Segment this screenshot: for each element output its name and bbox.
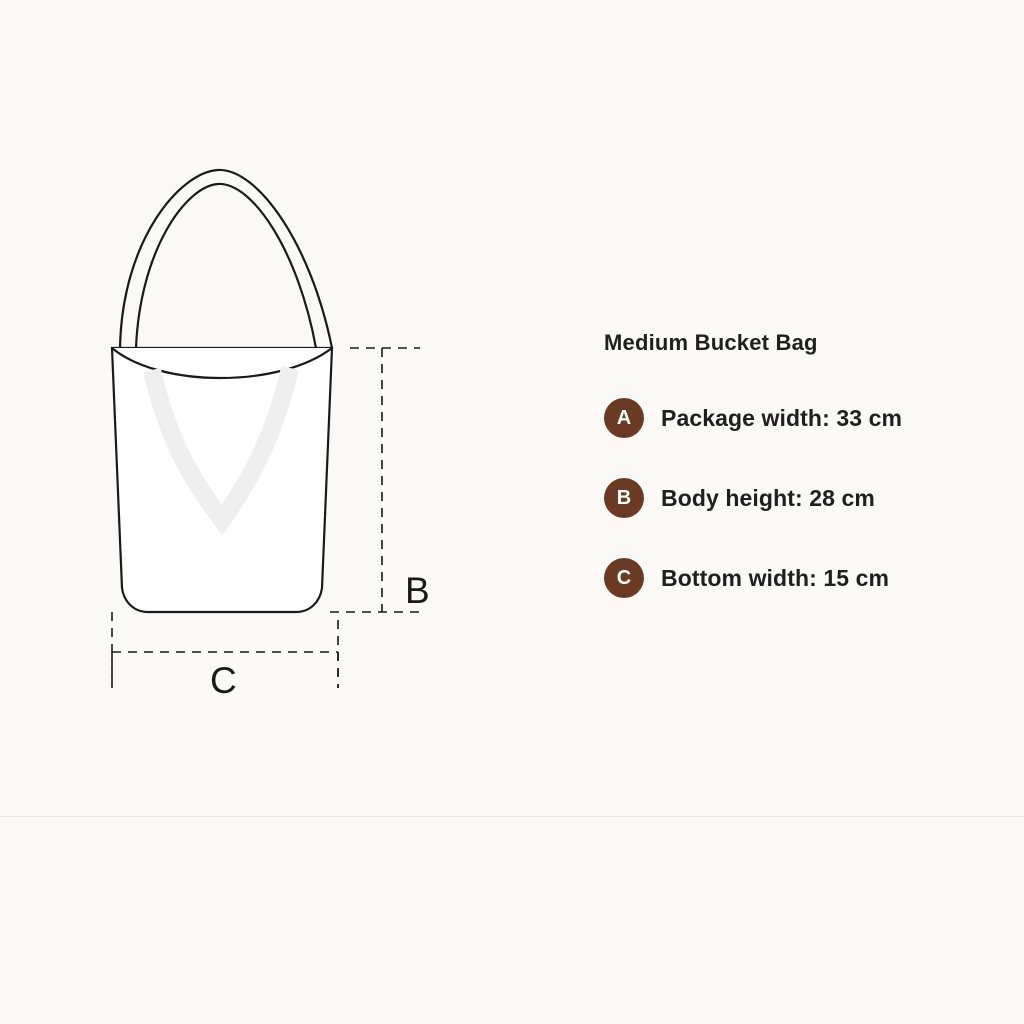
badge-a-icon: A — [604, 398, 644, 438]
dimension-label-c: C — [210, 660, 238, 701]
spec-legend — [604, 330, 1004, 638]
bag-handle-outer — [120, 170, 332, 348]
legend-item-b — [604, 478, 1004, 518]
section-divider — [0, 816, 1024, 817]
badge-b-icon: B — [604, 478, 644, 518]
legend-label-a: Package width: 33 cm — [661, 404, 903, 431]
legend-label-b: Body height: 28 cm — [661, 484, 875, 511]
product-title: Medium Bucket Bag — [604, 330, 818, 355]
badge-c-icon: C — [604, 558, 644, 598]
dimension-label-b: B — [405, 570, 431, 611]
legend-item-a — [604, 398, 1004, 438]
bag-illustration — [60, 120, 540, 740]
legend-item-c — [604, 558, 1004, 598]
bag-diagram — [60, 120, 540, 740]
bag-body — [112, 348, 332, 612]
legend-label-c: Bottom width: 15 cm — [661, 564, 890, 591]
